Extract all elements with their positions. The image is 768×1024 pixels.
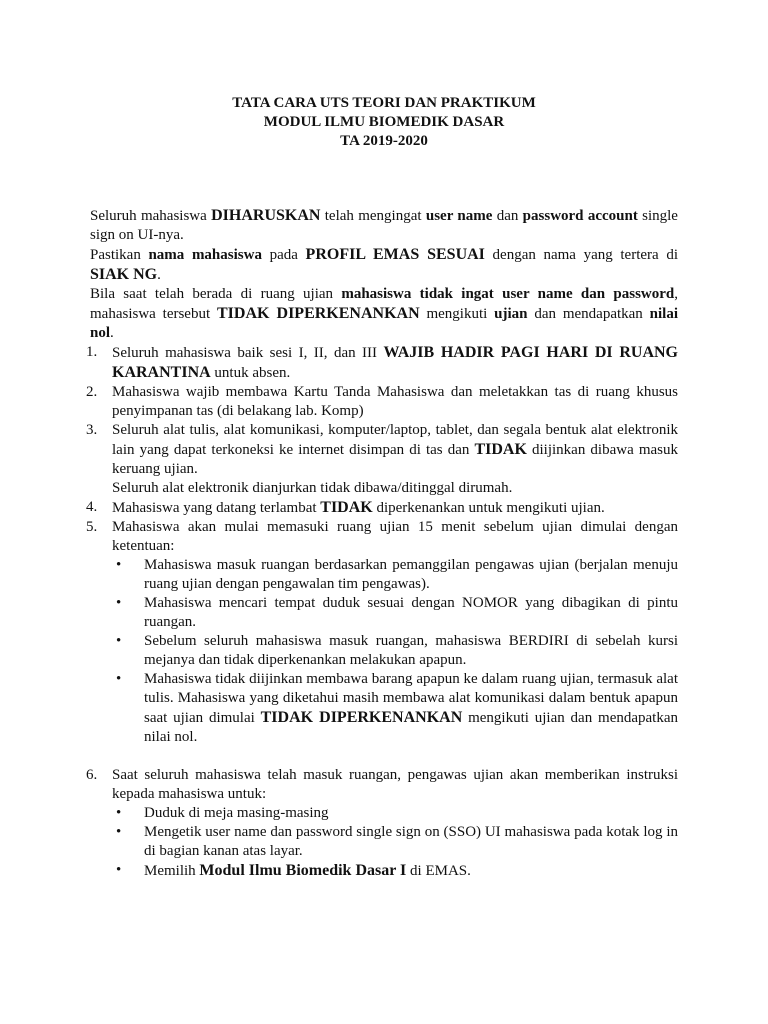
text: . [157, 267, 161, 283]
bullet-item [112, 556, 678, 594]
bullet-icon: • [116, 862, 122, 878]
text: Mengetik user name dan password single sign on (SSO) UI mahasiswa pada kotak log in di bagian kanan atas layar. [144, 824, 678, 859]
text: Pastikan [90, 247, 149, 263]
bullet-item [112, 594, 678, 632]
item-number: 5. [86, 519, 98, 535]
bullet-icon: • [116, 671, 122, 687]
sub-list [112, 556, 678, 747]
bullet-item [112, 804, 678, 823]
bullet-item [112, 632, 678, 670]
text: dan mendapatkan [527, 306, 650, 322]
text: Mahasiswa akan mulai memasuki ruang ujian 15 menit sebelum ujian dimulai dengan ketentuan: [112, 519, 678, 554]
intro-paragraph-3 [90, 285, 678, 343]
text: Seluruh mahasiswa baik sesi I, II, dan III [112, 345, 384, 361]
title-line-1: TATA CARA UTS TEORI DAN PRAKTIKUM [232, 95, 536, 111]
emphasis: SIAK NG [90, 266, 158, 283]
bullet-icon: • [116, 824, 122, 840]
title-line-2: MODUL ILMU BIOMEDIK DASAR [263, 114, 505, 130]
text: diperkenankan untuk mengikuti ujian. [372, 500, 605, 516]
item-note: Seluruh alat elektronik dianjurkan tidak dibawa/ditinggal dirumah. [112, 480, 513, 496]
item-number: 2. [86, 384, 98, 400]
intro-paragraph-2 [90, 245, 678, 285]
bullet-icon: • [116, 595, 122, 611]
text: Mahasiswa mencari tempat duduk sesuai dengan NOMOR yang dibagikan di pintu ruangan. [144, 595, 678, 630]
text: Mahasiswa yang datang terlambat [112, 500, 321, 516]
list-item [86, 343, 679, 383]
text: single sign on UI-nya. [90, 208, 678, 243]
list-item [86, 498, 678, 518]
text: Saat seluruh mahasiswa telah masuk ruangan, pengawas ujian akan memberikan instruksi kepada mahasiswa untuk: [112, 767, 678, 802]
item-number: 4. [86, 499, 98, 515]
emphasis: PROFIL EMAS SESUAI [305, 246, 485, 263]
text: Seluruh alat tulis, alat komunikasi, komputer/laptop, tablet, dan segala bentuk alat elektronik lain yang dapat terkoneksi ke internet disimpan di tas dan [112, 422, 678, 458]
text: Mahasiswa masuk ruangan berdasarkan pemanggilan pengawas ujian (berjalan menuju ruang ujian dengan pengawalan tim pengawas). [144, 557, 678, 592]
text: Seluruh mahasiswa [90, 208, 212, 224]
emphasis: nama mahasiswa [148, 247, 262, 263]
text: Mahasiswa tidak diijinkan membawa barang apapun ke dalam ruang ujian, termasuk alat tulis. Mahasiswa yang diketahui masih membawa alat komunikasi dalam bentuk apapun saat ujian dimulai [144, 671, 678, 726]
list-item [86, 421, 678, 498]
text: di EMAS. [406, 863, 471, 879]
emphasis: TIDAK [474, 441, 527, 458]
text: . [110, 325, 114, 341]
intro-paragraph-1 [90, 206, 678, 245]
text: dan [492, 208, 523, 224]
rules-list [86, 343, 679, 881]
bullet-item [112, 861, 678, 881]
bullet-item [112, 670, 678, 747]
text: Bila saat telah berada di ruang ujian [90, 286, 342, 302]
text: mengikuti ujian dan mendapatkan nilai nol. [144, 710, 678, 745]
text: pada [261, 247, 306, 263]
emphasis: user name [425, 208, 493, 224]
text: Memilih [144, 863, 200, 879]
bullet-icon: • [116, 805, 122, 821]
emphasis: TIDAK [320, 499, 373, 516]
emphasis: ujian [494, 306, 528, 322]
list-item [86, 383, 678, 421]
emphasis: WAJIB HADIR PAGI HARI DI RUANG KARANTINA [112, 344, 679, 381]
bullet-item [112, 823, 678, 861]
emphasis: TIDAK DIPERKENANKAN [260, 709, 463, 726]
text: diijinkan dibawa masuk keruang ujian. [112, 442, 678, 477]
emphasis: TIDAK DIPERKENANKAN [216, 305, 420, 322]
text: Duduk di meja masing-masing [144, 805, 329, 821]
list-item [86, 518, 678, 747]
item-number: 3. [86, 422, 98, 438]
text: telah mengingat [320, 208, 426, 224]
text: untuk absen. [210, 365, 291, 381]
item-number: 1. [86, 344, 98, 360]
title-line-3: TA 2019-2020 [340, 133, 428, 149]
emphasis: nilai nol [90, 306, 678, 341]
text: , mahasiswa tersebut [90, 286, 678, 322]
text: Sebelum seluruh mahasiswa masuk ruangan, mahasiswa BERDIRI di sebelah kursi mejanya dan tidak diperkenankan melakukan apapun. [144, 633, 678, 668]
text: dengan nama yang tertera di [484, 247, 678, 263]
bullet-icon: • [116, 557, 122, 573]
document-page [86, 94, 679, 881]
sub-list [112, 804, 678, 881]
item-number: 6. [86, 767, 98, 783]
emphasis: password account [522, 208, 638, 224]
list-item [86, 766, 678, 881]
emphasis: DIHARUSKAN [211, 207, 321, 224]
bullet-icon: • [116, 633, 122, 649]
text: Mahasiswa wajib membawa Kartu Tanda Mahasiswa dan meletakkan tas di ruang khusus penyimpanan tas (di belakang lab. Komp) [112, 384, 678, 419]
intro-section [90, 206, 678, 343]
text: mengikuti [419, 306, 495, 322]
emphasis: mahasiswa tidak ingat user name dan password [341, 286, 675, 302]
emphasis: Modul Ilmu Biomedik Dasar I [199, 862, 407, 879]
document-title [90, 94, 678, 151]
